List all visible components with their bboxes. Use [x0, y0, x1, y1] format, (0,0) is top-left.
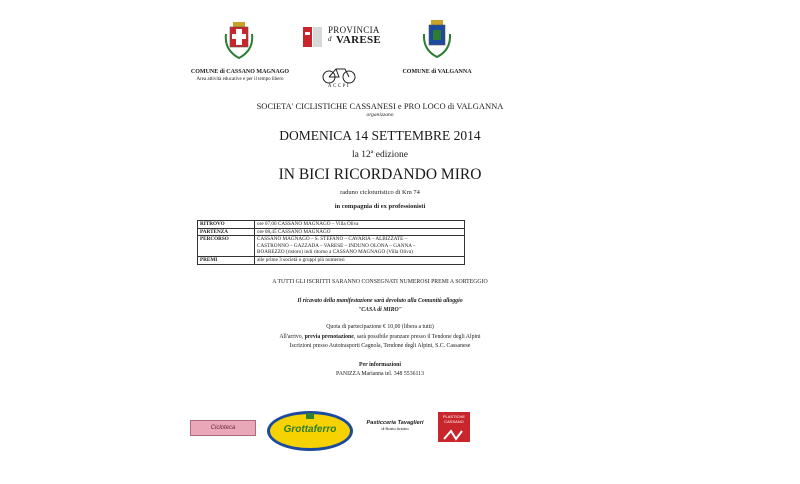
sponsor-grottaferro-label: Grottaferro [283, 424, 337, 435]
fee-line: Quota di partecipazione € 10,00 (libera a tutti) [326, 324, 434, 330]
table-row [198, 236, 465, 257]
lunch-line [150, 334, 610, 340]
edition-line: la 12ª edizione [352, 150, 408, 160]
crest-icon [222, 22, 256, 62]
info-contact: PANIZZA Marianna tel. 348 5536113 [336, 371, 424, 377]
prizes-line: A TUTTI GLI ISCRITTI SARANNO CONSEGNATI NUMEROSI PREMI A SORTEGGIO [272, 279, 488, 285]
sponsor-tavaglieri [360, 420, 430, 431]
table-value [255, 236, 465, 257]
sponsor-tavaglieri-line2: di Busto Arsizio [381, 426, 409, 431]
provincia-line2: VARESE [336, 34, 382, 46]
sponsor-plastiche-line2: CASSANO [444, 419, 464, 424]
route-line: CASSANO MAGNAGO – S. STEFANO – CAVARIA – ALBIZZATE – [257, 236, 408, 243]
table-key: RITROVO [198, 221, 255, 229]
provincia-varese-logo [302, 24, 382, 50]
provincia-letter: d [328, 35, 332, 43]
proceeds-line-2: "CASA di MIRO" [358, 307, 402, 313]
right-org-name: COMUNE di VALGANNA [402, 69, 472, 75]
proceeds-line-1: Il ricavato della manifestazione sarà devoluto alla Comunità alloggio [297, 298, 463, 304]
sponsor-grottaferro [266, 410, 354, 452]
crest-icon [420, 20, 454, 60]
sponsor-cicloteca-label: Cicloteca [210, 425, 236, 431]
sponsor-cicloteca [190, 420, 256, 436]
lunch-post: , sarà possibile pranzare presso il Tendone degli Alpini [353, 334, 481, 340]
table-value: ore 08,45 CASSANO MAGNAGO [255, 228, 465, 236]
company-line: in compagnia di ex professionisti [334, 203, 426, 210]
lunch-bold: previa prenotazione [304, 334, 354, 340]
organize-word: organizzano [366, 112, 394, 118]
accpi-label: ACCPI [327, 84, 351, 89]
info-label: Per informazioni [359, 362, 401, 368]
route-line: CASTRONNO – GAZZADA – VARESE – INDUNO OLONA – GANNA – [257, 242, 416, 249]
table-row [198, 228, 465, 236]
table-value: alle prime 3 società o gruppi più numerosi [255, 256, 465, 264]
left-org-sub: Area attività educative e per il tempo libero [196, 77, 284, 82]
sponsor-tavaglieri-line1: Pasticceria Tavaglieri [366, 420, 424, 426]
organizers-line: SOCIETA' CICLISTICHE CASSANESI e PRO LOCO di VALGANNA [256, 101, 504, 111]
table-key: PREMI [198, 256, 255, 264]
route-line: BOAREZZO (ristoro) indi ritorno a CASSANO MAGNAGO (Villa Oliva) [257, 249, 413, 256]
table-row [198, 256, 465, 264]
table-value: ore 07,00 CASSANO MAGNAGO – Villa Oliva [255, 221, 465, 229]
provincia-emblem-icon [302, 26, 324, 48]
table-key: PERCORSO [198, 236, 255, 257]
event-title: IN BICI RICORDANDO MIRO [278, 166, 482, 183]
event-date: DOMENICA 14 SETTEMBRE 2014 [279, 128, 481, 143]
plastiche-mark-icon [438, 429, 470, 441]
event-subtitle: raduno cicloturistico di Km 74 [340, 189, 420, 196]
table-key: PARTENZA [198, 228, 255, 236]
info-table [197, 220, 465, 265]
provincia-line1: PROVINCIA [328, 25, 380, 35]
sponsor-plastiche-line1: PLASTICHE [442, 414, 466, 419]
bicycle-icon [320, 66, 358, 84]
sponsor-plastiche-cassano [438, 412, 470, 442]
left-org-name: COMUNE di CASSANO MAGNAGO [190, 69, 290, 75]
table-row [198, 221, 465, 229]
registration-line: Iscrizioni presso Autotrasporti Cagnola, Tendone degli Alpini, S.C. Cassanese [289, 343, 471, 349]
crest-cassano-magnago [222, 22, 256, 67]
accpi-logo [320, 66, 358, 92]
lunch-pre: All'arrivo, [279, 334, 305, 340]
crest-valganna [420, 20, 454, 65]
